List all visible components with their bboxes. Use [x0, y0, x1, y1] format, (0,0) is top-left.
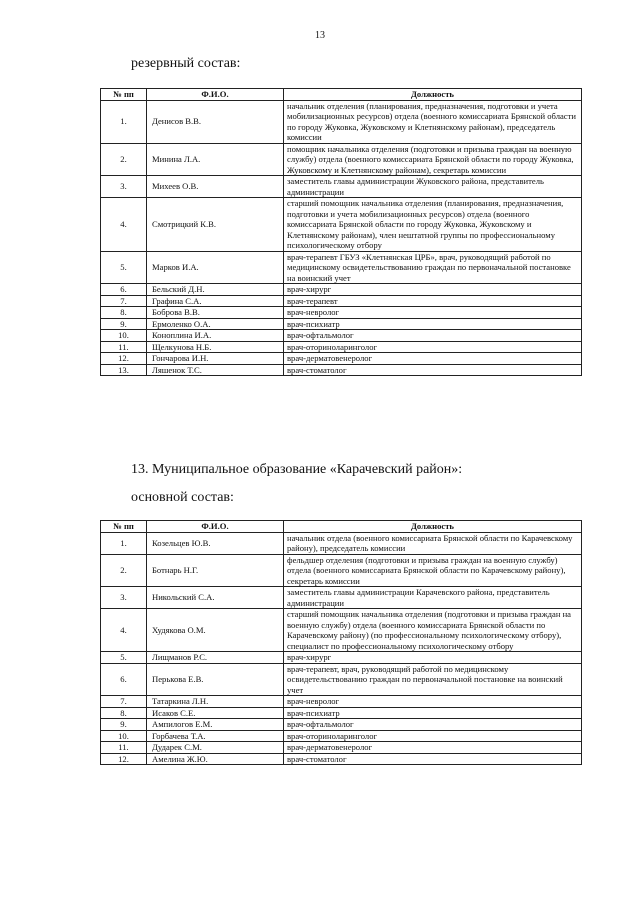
row-number: 12.	[101, 353, 147, 365]
table-row	[101, 663, 582, 696]
member-name: Татаркина Л.Н.	[147, 696, 284, 708]
table-row	[101, 587, 582, 609]
reserve-composition-table	[100, 88, 582, 376]
row-number: 3.	[101, 587, 147, 609]
reserve-table-body	[101, 100, 582, 376]
row-number: 4.	[101, 609, 147, 652]
row-number: 5.	[101, 652, 147, 664]
member-name: Минина Л.А.	[147, 143, 284, 176]
table-row	[101, 176, 582, 198]
member-position: врач-терапевт, врач, руководящий работой по медицинскому освидетельствованию граждан по первоначальной постановке на воинский учет	[284, 663, 582, 696]
member-name: Худякова О.М.	[147, 609, 284, 652]
member-name: Михеев О.В.	[147, 176, 284, 198]
row-number: 13.	[101, 364, 147, 376]
table-row	[101, 330, 582, 342]
row-number: 8.	[101, 707, 147, 719]
member-position: врач-офтальмолог	[284, 330, 582, 342]
row-number: 2.	[101, 554, 147, 587]
table-row	[101, 532, 582, 554]
row-number: 8.	[101, 307, 147, 319]
member-name: Ляшенок Т.С.	[147, 364, 284, 376]
row-number: 6.	[101, 284, 147, 296]
reserve-composition-heading: резервный состав:	[131, 56, 241, 71]
header-position: Должность	[284, 521, 582, 533]
header-number: № пп	[101, 521, 147, 533]
member-name: Боброва В.В.	[147, 307, 284, 319]
member-position: фельдшер отделения (подготовки и призыва граждан на военную службу) отдела (военного комиссариата Брянской области по Карачевскому району), секретарь комиссии	[284, 554, 582, 587]
member-position: старший помощник начальника отделения (подготовки и призыва граждан на военную службу) отдела (военного комиссариата Брянской области по Карачевскому району) (по профессиональному психологическому отбору), специалист по профессиональному психологическому отбору	[284, 609, 582, 652]
member-position: врач-дерматовенеролог	[284, 742, 582, 754]
row-number: 4.	[101, 198, 147, 252]
table-row	[101, 284, 582, 296]
member-name: Дударек С.М.	[147, 742, 284, 754]
member-position: заместитель главы администрации Жуковского района, представитель администрации	[284, 176, 582, 198]
table-row	[101, 742, 582, 754]
row-number: 9.	[101, 719, 147, 731]
table-row	[101, 730, 582, 742]
member-name: Никольский С.А.	[147, 587, 284, 609]
row-number: 2.	[101, 143, 147, 176]
member-position: помощник начальника отделения (подготовки и призыва граждан на военную службу) отдела (военного комиссариата Брянской области по городу Жуковка, Жуковскому и Клетнянскому районам), секретарь комиссии	[284, 143, 582, 176]
table-row	[101, 364, 582, 376]
row-number: 10.	[101, 330, 147, 342]
table-row	[101, 198, 582, 252]
member-name: Бельский Д.Н.	[147, 284, 284, 296]
row-number: 6.	[101, 663, 147, 696]
member-position: заместитель главы администрации Карачевского района, представитель администрации	[284, 587, 582, 609]
table-row	[101, 341, 582, 353]
header-number: № пп	[101, 89, 147, 101]
table-row	[101, 307, 582, 319]
table-row	[101, 707, 582, 719]
header-name: Ф.И.О.	[147, 521, 284, 533]
row-number: 1.	[101, 100, 147, 143]
member-position: врач-стоматолог	[284, 753, 582, 765]
row-number: 10.	[101, 730, 147, 742]
member-name: Щелкунова Н.Б.	[147, 341, 284, 353]
member-position: врач-стоматолог	[284, 364, 582, 376]
table-row	[101, 554, 582, 587]
row-number: 11.	[101, 742, 147, 754]
member-position: врач-офтальмолог	[284, 719, 582, 731]
member-name: Лищманов Р.С.	[147, 652, 284, 664]
member-position: врач-терапевт ГБУЗ «Клетнянская ЦРБ», врач, руководящий работой по медицинскому освидетельствованию граждан по первоначальной постановке на воинский учет	[284, 251, 582, 284]
member-position: врач-невролог	[284, 307, 582, 319]
member-name: Денисов В.В.	[147, 100, 284, 143]
row-number: 5.	[101, 251, 147, 284]
member-position: врач-оториноларинголог	[284, 341, 582, 353]
table-row	[101, 719, 582, 731]
table-row	[101, 652, 582, 664]
member-position: врач-хирург	[284, 652, 582, 664]
table-header-row	[101, 89, 582, 101]
table-row	[101, 318, 582, 330]
member-name: Исаков С.Е.	[147, 707, 284, 719]
member-name: Горбачева Т.А.	[147, 730, 284, 742]
header-name: Ф.И.О.	[147, 89, 284, 101]
table-row	[101, 696, 582, 708]
page-number: 13	[315, 30, 325, 41]
row-number: 11.	[101, 341, 147, 353]
row-number: 1.	[101, 532, 147, 554]
member-name: Ботнарь Н.Г.	[147, 554, 284, 587]
member-position: врач-психиатр	[284, 707, 582, 719]
main-table-body	[101, 532, 582, 765]
table-row	[101, 251, 582, 284]
member-position: начальник отделения (планирования, предназначения, подготовки и учета мобилизационных ресурсов) отдела (военного комиссариата Брянской области по городу Жуковка, Жуковскому и Клетнянскому районам), председатель комиссии	[284, 100, 582, 143]
municipality-title: 13. Муниципальное образование «Карачевский район»:	[131, 462, 463, 477]
member-name: Козельцев Ю.В.	[147, 532, 284, 554]
main-composition-heading: основной состав:	[131, 490, 234, 505]
member-position: врач-невролог	[284, 696, 582, 708]
member-name: Амелина Ж.Ю.	[147, 753, 284, 765]
table-row	[101, 100, 582, 143]
member-position: врач-хирург	[284, 284, 582, 296]
member-position: врач-оториноларинголог	[284, 730, 582, 742]
header-position: Должность	[284, 89, 582, 101]
row-number: 7.	[101, 696, 147, 708]
table-row	[101, 609, 582, 652]
member-position: начальник отдела (военного комиссариата Брянской области по Карачевскому району), председатель комиссии	[284, 532, 582, 554]
member-name: Графина С.А.	[147, 295, 284, 307]
table-header-row	[101, 521, 582, 533]
table-row	[101, 753, 582, 765]
member-position: врач-терапевт	[284, 295, 582, 307]
table-row	[101, 143, 582, 176]
member-position: врач-дерматовенеролог	[284, 353, 582, 365]
member-name: Марков И.А.	[147, 251, 284, 284]
row-number: 7.	[101, 295, 147, 307]
member-name: Гончарова И.Н.	[147, 353, 284, 365]
row-number: 3.	[101, 176, 147, 198]
member-name: Коноплина И.А.	[147, 330, 284, 342]
member-position: врач-психиатр	[284, 318, 582, 330]
member-name: Перькова Е.В.	[147, 663, 284, 696]
member-name: Ампилогов Е.М.	[147, 719, 284, 731]
member-name: Ермоленко О.А.	[147, 318, 284, 330]
main-composition-table	[100, 520, 582, 765]
table-row	[101, 353, 582, 365]
member-name: Смотрицкий К.В.	[147, 198, 284, 252]
row-number: 9.	[101, 318, 147, 330]
row-number: 12.	[101, 753, 147, 765]
table-row	[101, 295, 582, 307]
member-position: старший помощник начальника отделения (планирования, предназначения, подготовки и учета мобилизационных ресурсов) отдела (военного комиссариата Брянской области по городу Жуковка, Жуковскому и Клетнянскому районам), член нештатной группы по профессиональному психологическому отбору	[284, 198, 582, 252]
